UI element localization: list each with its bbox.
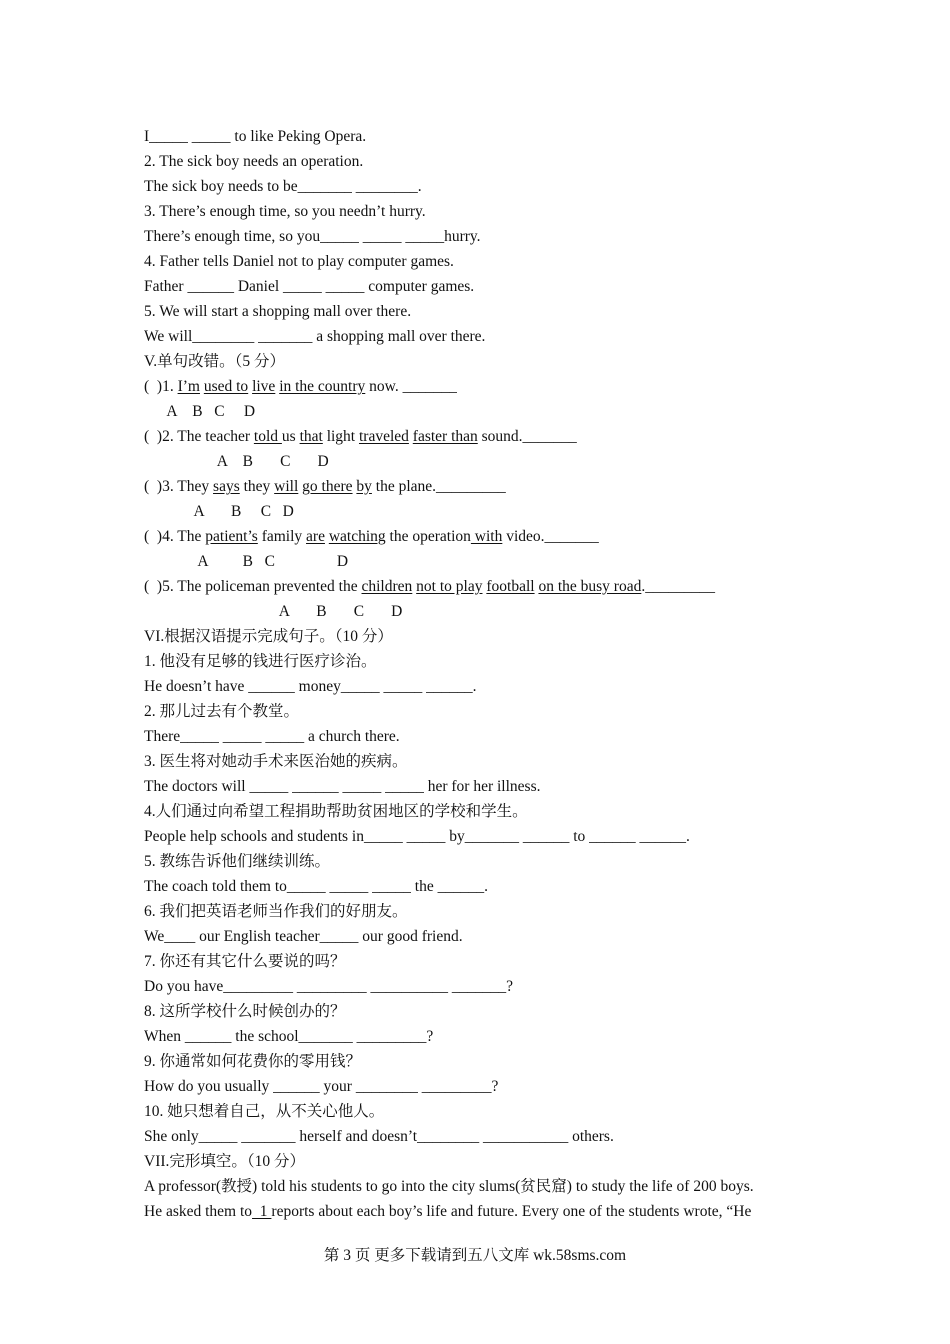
text-segment: When ______ the school_______ _________? [144, 1028, 434, 1045]
underlined-text: on the busy road [538, 578, 642, 595]
text-segment: ( )3. They [144, 478, 214, 495]
text-line [144, 699, 824, 724]
text-segment: the operation [385, 528, 471, 545]
text-line [144, 449, 824, 474]
underlined-text: that [299, 428, 323, 445]
text-segment: sound._______ [477, 428, 577, 445]
text-segment: 5. 教练告诉他们继续训练。 [144, 853, 331, 870]
text-segment: VI.根据汉语提示完成句子。（10 分） [144, 628, 393, 645]
text-segment: family [257, 528, 307, 545]
text-line [144, 874, 824, 899]
text-segment: video._______ [502, 528, 599, 545]
text-segment: A professor(教授) told his students to go into the city slums(贫民窟) to study the life of 200 boys. [144, 1178, 754, 1195]
text-segment: Do you have_________ _________ __________ _______? [144, 978, 513, 995]
text-line [144, 649, 824, 674]
text-segment: VII.完形填空。（10 分） [144, 1153, 306, 1170]
text-line [144, 124, 824, 149]
text-line [144, 499, 824, 524]
text-line [144, 624, 824, 649]
text-segment: A B C D [144, 453, 329, 470]
text-line [144, 924, 824, 949]
text-segment: 6. 我们把英语老师当作我们的好朋友。 [144, 903, 408, 920]
text-segment: He doesn’t have ______ money_____ _____ ______. [144, 678, 477, 695]
text-segment: the plane._________ [371, 478, 506, 495]
text-segment: ._________ [641, 578, 715, 595]
text-segment: We will________ _______ a shopping mall over there. [144, 328, 486, 345]
underlined-text: children [361, 578, 413, 595]
text-line [144, 1099, 824, 1124]
text-segment: now. _______ [365, 378, 457, 395]
text-line [144, 974, 824, 999]
document-body [144, 124, 824, 1224]
underlined-text: in the country [279, 378, 366, 395]
underlined-text: will [274, 478, 299, 495]
text-line [144, 199, 824, 224]
text-line [144, 1049, 824, 1074]
text-segment: There’s enough time, so you_____ _____ _____hurry. [144, 228, 481, 245]
text-line [144, 1174, 824, 1199]
text-segment: 2. The sick boy needs an operation. [144, 153, 364, 170]
text-line [144, 324, 824, 349]
text-segment: People help schools and students in_____ _____ by_______ ______ to ______ ______. [144, 828, 690, 845]
text-segment: they [239, 478, 275, 495]
text-segment: She only_____ _______ herself and doesn’t________ ___________ others. [144, 1128, 614, 1145]
text-line [144, 299, 824, 324]
text-line [144, 274, 824, 299]
text-line [144, 474, 824, 499]
underlined-text: watching [328, 528, 386, 545]
text-segment: I_____ _____ to like Peking Opera. [144, 128, 367, 145]
text-line [144, 824, 824, 849]
text-line [144, 224, 824, 249]
text-segment: ( )1. [144, 378, 178, 395]
text-line [144, 724, 824, 749]
text-segment: 9. 你通常如何花费你的零用钱？ [144, 1053, 362, 1070]
text-line [144, 1024, 824, 1049]
underlined-text: not to play [416, 578, 483, 595]
text-segment: A B C D [144, 503, 294, 520]
text-segment: 3. 医生将对她动手术来医治她的疾病。 [144, 753, 408, 770]
text-segment: light [322, 428, 359, 445]
text-line [144, 249, 824, 274]
text-line [144, 374, 824, 399]
text-segment: us [281, 428, 300, 445]
text-line [144, 999, 824, 1024]
underlined-text: patient’s [205, 528, 258, 545]
underlined-text: used to [203, 378, 249, 395]
text-segment: A B C D [144, 403, 256, 420]
text-segment: 2. 那儿过去有个教堂。 [144, 703, 300, 720]
underlined-text: with [470, 528, 503, 545]
text-line [144, 1074, 824, 1099]
underlined-text: go there [302, 478, 353, 495]
underlined-text: football [486, 578, 535, 595]
text-segment: ( )4. The [144, 528, 206, 545]
text-line [144, 899, 824, 924]
text-segment: The sick boy needs to be_______ ________. [144, 178, 422, 195]
text-segment: 7. 你还有其它什么要说的吗？ [144, 953, 346, 970]
underlined-text: are [306, 528, 325, 545]
text-segment: 4. Father tells Daniel not to play computer games. [144, 253, 454, 270]
text-segment: 3. There’s enough time, so you needn’t hurry. [144, 203, 426, 220]
text-segment: The doctors will _____ ______ _____ _____ her for her illness. [144, 778, 541, 795]
text-segment: ( )2. The teacher [144, 428, 254, 445]
text-segment: V.单句改错。（5 分） [144, 353, 285, 370]
text-line [144, 399, 824, 424]
underlined-text: live [252, 378, 276, 395]
text-segment: How do you usually ______ your ________ _________? [144, 1078, 499, 1095]
underlined-text: I’m [177, 378, 200, 395]
text-line [144, 949, 824, 974]
underlined-text: traveled [358, 428, 409, 445]
text-segment: 8. 这所学校什么时候创办的？ [144, 1003, 346, 1020]
text-line [144, 749, 824, 774]
text-line [144, 524, 824, 549]
text-line [144, 1149, 824, 1174]
page-footer: 第 3 页 更多下载请到五八文库 wk.58sms.com [323, 1247, 627, 1264]
text-segment: A B C D [144, 603, 403, 620]
text-segment: Father ______ Daniel _____ _____ computer games. [144, 278, 475, 295]
underlined-text: faster than [412, 428, 478, 445]
underlined-text: by [356, 478, 372, 495]
text-line [144, 574, 824, 599]
text-segment: A B C D [144, 553, 349, 570]
text-line [144, 349, 824, 374]
text-segment: 4.人们通过向希望工程捐助帮助贫困地区的学校和学生。 [144, 803, 528, 820]
text-line [144, 774, 824, 799]
text-segment: 1. 他没有足够的钱进行医疗诊治。 [144, 653, 377, 670]
underlined-text: says [213, 478, 240, 495]
text-segment: We____ our English teacher_____ our good friend. [144, 928, 463, 945]
text-line [144, 599, 824, 624]
text-segment: reports about each boy’s life and future. Every one of the students wrote, “He [271, 1203, 752, 1220]
underlined-text: told [253, 428, 282, 445]
text-line [144, 424, 824, 449]
text-line [144, 799, 824, 824]
text-segment: 1 [252, 1203, 272, 1220]
text-line [144, 549, 824, 574]
text-line [144, 1124, 824, 1149]
text-segment: There_____ _____ _____ a church there. [144, 728, 400, 745]
text-line [144, 674, 824, 699]
text-line [144, 149, 824, 174]
text-segment: The coach told them to_____ _____ _____ the ______. [144, 878, 488, 895]
text-line [144, 1199, 824, 1224]
text-line [144, 849, 824, 874]
text-line [144, 174, 824, 199]
text-segment: He asked them to [144, 1203, 253, 1220]
text-segment: 5. We will start a shopping mall over there. [144, 303, 412, 320]
text-segment: ( )5. The policeman prevented the [144, 578, 362, 595]
text-segment: 10. 她只想着自己，从不关心他人。 [144, 1103, 385, 1120]
